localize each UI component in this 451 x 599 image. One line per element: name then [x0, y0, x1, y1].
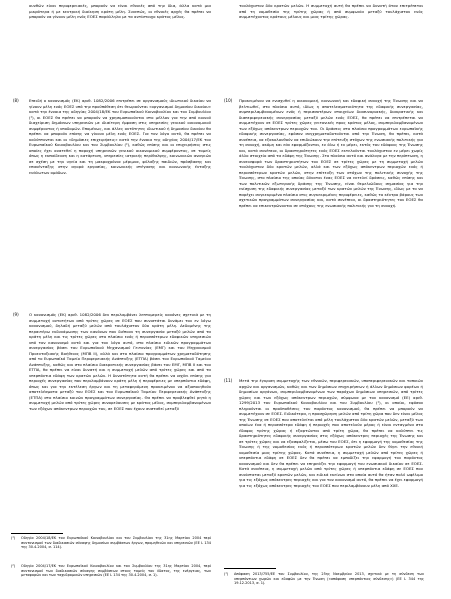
footnote-marker: (¹)	[224, 572, 229, 576]
recital-number-9: (9)	[13, 312, 19, 317]
recital-9-text: Ο κανονισμός (ΕΚ) αριθ. 1082/2006 δεν περιλαμβάνει λεπτομερείς κανόνες σχετικά με τη συμμετοχή οντοτήτων από τρίτες χώρες σε ΕΟΕΣ που συνιστάται δυνάμει του εν λόγω κανονισμού, δηλαδή μεταξύ μελών από τουλάχιστον δύο κράτη μέλη. Δεδομένης της περαιτέρω ενδυνάμωσης των κανόνων που διέπουν τη συνεργασία μεταξύ μελών από τα κράτη μέλη και τις τρίτες χώρες στο πλαίσιο ενός ή περισσότερων εδαφικών υπηρεσιών υπό τον κανονισμό αυτό και για τον λόγο αυτό, στο πλαίσιο ειδικών προγραμμάτων συνεργασίας βάσει του Ευρωπαϊκού Μηχανισμού Γειτονίας (ΕΜΓ) και του Μηχανισμού Προενταξιακής Βοήθειας (ΜΠΒ ΙΙ), αλλά και στο πλαίσιο προγραμμάτων χρηματοδότησης από το Ευρωπαϊκό Ταμείο Περιφερειακής Ανάπτυξης (ΕΤΠΑ) βάσει του Ευρωπαϊκού Ταμείου Ανάπτυξης, καθώς και στο πλαίσιο διακρατικής συνεργασίας βάσει του ΕΜΓ, ΜΠΒ ΙΙ και του ΕΤΠΑ, θα πρέπει να είναι δυνατή και η συμμετοχή μελών από τρίτες χώρες και από τα υπερπόντια εδάφη των κρατών μελών. Η δυνατότητα αυτή θα πρέπει να ισχύει επίσης για περιοχές συνεργασίας που περιλαμβάνουν κράτη μέλη ή περιφέρειες με υπερπόντια εδάφη, όπως και για την εκτέλεση έργων και τη μεταφερόμενη προκειμένου να αξιοποιηθούν αποτελέσματα μεταξύ του ΕΟΕΣ και του Ευρωπαϊκού Ταμείου Περιφερειακής Ανάπτυξης (ΕΤΠΑ) στο πλαίσιο κοινών προγραμμάτων συνεργασίας. Θα πρέπει να προβλεφθεί ρητά η συμμετοχή μελών από τρίτες χώρες συνορεύουσες με κράτος μέλος, συμπεριλαμβανομένων των εξόχων απόκεντρων περιοχών του, σε ΕΟΕΣ που έχουν συσταθεί μεταξύ	[29, 312, 211, 411]
recital-11	[239, 378, 423, 488]
recital-number-10: (10)	[224, 98, 233, 103]
recital-number-8: (8)	[13, 98, 19, 103]
right-intro-text: τουλάχιστον δύο κρατών μελών. Η συμμετοχή αυτή θα πρέπει να δυνατή όταν επιτρέπεται από τη νομοθεσία της τρίτης χώρας ή από συμφωνία μεταξύ τουλάχιστον ενός συμμετέχοντος κράτους μέλους και μιας τρίτης χώρας.	[239, 3, 423, 19]
footnote-marker: (²)	[11, 564, 16, 568]
footnote-marker: (¹)	[11, 536, 16, 540]
left-footnote-2	[11, 564, 211, 578]
left-footnote-separator	[11, 533, 63, 534]
recital-10-text: Προκειμένου να ενισχυθεί η οικονομική, κοινωνική και εδαφική συνοχή της Ένωσης και να βελτιωθεί, στο πλαίσιο αυτό, ιδίως η αποτελεσματικότητα της εδαφικής συνεργασίας, συμπεριλαμβανομένων ενός ή περισσοτέρων στοιχείων διασυνοριακής, διακρατικής και διαπεριφερειακής συνεργασίας μεταξύ μελών ενός ΕΟΕΣ, θα πρέπει να επιτρέπεται να συμμετέχουν σε ΕΟΕΣ τρίτες χώρες γειτονικές προς κράτος μέλος, συμπεριλαμβανομένων των εξόχως απόκεντρων περιοχών του. Οι δράσεις στο πλαίσιο προγραμμάτων ευρωπαϊκής εδαφικής συνεργασίας, εφόσον συγχρηματοδοτούνται από την Ένωση, θα πρέπει, κατά συνέπεια, να εξακολουθούν να επιδιώκουν την επίτευξη στόχων της ενωσιακής πολιτικής για τη συνοχή, ακόμη και εάν εφαρμόζονται, εν όλω ή εν μέρει, εκτός του εδάφους της Ένωσης και, κατά συνέπεια, οι δραστηριότητες ενός ΕΟΕΣ εκτελούνται τουλάχιστον εν μέρει χωρίς άλλο στοιχείο από τα εδάφη της Ένωσης. Στο πλαίσιο αυτό και ανάλογα με την περίπτωση, η συνεισφορά των δραστηριοτήτων του ΕΟΕΣ σε τρίτες χώρες με τη συμμετοχή μελών τουλάχιστον δύο κρατών μελών, αλλά και των εξόχως απόκεντρων περιοχών ενός ή περισσότερων κρατών μελών, στην επίτευξη των στόχων της πολιτικής συνοχής της Ένωσης, στο πλαίσιο της οποίας δύναται ένας ΕΟΕΣ να εκτελεί δράσεις, καθώς επίσης και των πολιτικών εξωτερικής δράσης της Ένωσης, είναι θεμελιώδους σημασίας για την ενίσχυση της εδαφικής συνεργασίας μεταξύ των κρατών μελών της Ένωσης, ιδίως με το να παρέχει συγκεκριμένο πλαίσιο στις συγκεκριμένες περιφέρειες, καθώς το κέντρο βάρους των σχετικών προγραμμάτων συνεργασίας και, κατά συνέπεια, οι δραστηριότητες του ΕΟΕΣ θα πρέπει να επικεντρώνονται σε στόχους της ενωσιακής πολιτικής για τη συνοχή.	[239, 98, 423, 208]
recital-9	[29, 312, 211, 411]
left-intro-paragraph	[29, 3, 211, 20]
recital-8-text: Επειδή ο κανονισμός (ΕΚ) αριθ. 1082/2006 επιτρέπει σε οργανισμούς ιδιωτικού δικαίου να γίνουν μέλη ενός ΕΟΕΣ υπό την προϋπόθεση ότι θεωρούνται «οργανισμοί δημοσίου δικαίου» κατά την έννοια της οδηγίας 2004/18/ΕΚ του Ευρωπαϊκού Κοινοβουλίου και του Συμβουλίου (¹), οι ΕΟΕΣ θα πρέπει να μπορούν να χρησιμοποιούνται στο μέλλον για την από κοινού διαχείριση δημόσιων υπηρεσιών με ιδιαίτερη έμφαση στις υπηρεσίες γενικού οικονομικού συμφέροντος ή υποδομών. Επομένως, και άλλες οντότητες ιδιωτικού ή δημοσίου δικαίου θα πρέπει να μπορούν επίσης να γίνουν μέλη ενός ΕΟΕΣ. Για τον λόγο αυτό, θα πρέπει να καλύπτονται και οι «δημόσιες επιχειρήσεις» κατά την έννοια της οδηγίας 2004/17/ΕΚ του Ευρωπαϊκού Κοινοβουλίου και του Συμβουλίου (²), καθώς επίσης και οι επιχειρήσεις στις οποίες έχει ανατεθεί η παροχή υπηρεσιών γενικού οικονομικού συμφέροντος, σε τομείς όπως η εκπαίδευση και η κατάρτιση, υπηρεσίες ιατρικής περίθαλψης, κοινωνικών αναγκών σε σχέση με την υγεία και τη μακροχρόνια μέριμνα, φύλαξης παιδιών, πρόσβασης και επανένταξης στην αγορά εργασίας, κοινωνικής στέγασης και κοινωνικής ένταξης ευάλωτων ομάδων.	[29, 98, 211, 175]
left-intro-text: ουνθών είναι περιφερειακές, μπορούν να είναι εθνικές από την ίδια, άλλα κατά μια μικρότερα ή με κεντρική διοίκηση κράτη μέλη. Συνεπώς, οι εθνικές αρχές θα πρέπει να μπορούν να γίνουν μέλη ενός ΕΟΕΣ παράλληλα με τα αντίστοιχο κράτος μέλος.	[29, 3, 211, 19]
recital-11-text: Μετά την έγκριση συμμετοχής των εθνικών, περιφερειακών, υποπεριφερειακών και τοπικών αρχών και οργανισμών, καθώς και των δημόσιων επιχειρήσεων ή άλλων δημόσιων φορέων ή δημοσίων οργάνων, συμπεριλαμβανομένων των παρόχων δημόσιων υπηρεσιών, από τρίτες χώρες και των εξόχως απόκεντρων περιοχών, σύμφωνα με τον κανονισμό (ΕΕ) αριθ. 1299/2013 του Ευρωπαϊκού Κοινοβουλίου και του Συμβουλίου (¹), οι οποίοι, εφόσον πληρούνται οι προϋποθέσεις του παρόντος κανονισμού, θα πρέπει να μπορούν να συμμετέχουν σε ΕΟΕΣ. Ειδικότερα, η προσχώρηση μελών από τρίτη χώρα που δεν είναι μέλος της Ένωσης σε ΕΟΕΣ που αποτελείται από μέλη τουλάχιστον δύο κρατών μελών, μεταξύ των οποίων ένα ή περισσότερα εδάφη ή περιοχές που αποτελούν μέρος ή είναι ενταγμένα στο έδαφος τρίτης χώρας ή εξαρτώνται από τρίτη χώρα, θα πρέπει να καλύπτει τις δραστηριότητες εδαφικής συνεργασίας στις εξόχως απόκεντρες περιοχές της Ένωσης και σε τρίτες χώρες και να εξασφαλίζεται, μέσω του ΕΟΕΣ, ότι η εφαρμογή της νομοθεσίας της Ένωσης ή της νομοθεσίας ενός ή περισσότερων κρατών μελών δεν θίγει την εθνική νομοθεσία μιας τρίτης χώρας. Κατά συνέπεια, η συμμετοχή μελών από τρίτες χώρες ή υπερπόντια εδάφη σε ΕΟΕΣ δεν θα πρέπει να εμποδίζει την εφαρμογή του παρόντος κανονισμού και δεν θα πρέπει να επηρεάζει την εφαρμογή του ενωσιακού δικαίου σε ΕΟΕΣ. Κατά συνέπεια, η συμμετοχή μελών από τρίτες χώρες ή υπερπόντια εδάφη σε ΕΟΕΣ που συνίσταται μεταξύ κρατών μελών, και ειδικά εκείνων στα οποία αυτό θα ήταν πολύ ωφέλιμο για τις εξόχως απόκεντρες περιοχές και για τον κανονισμό αυτό, θα πρέπει να έχει εφαρμογή για τις εξόχως απόκεντρες περιοχές του ΕΟΕΣ που περιλαμβάνουν μέλη από ΧΧΕ.	[239, 378, 423, 488]
right-footnote-separator	[224, 568, 276, 569]
footnote-text: Απόφαση 2013/755/ΕΕ του Συμβουλίου, της 25ης Νοεμβρίου 2013, σχετικά με τη σύνδεση των υπερπόντιων χωρών και εδαφών με την Ένωση («απόφαση υπερπόντιας σύνδεσης») (ΕΕ L 344 της 19.12.2013, σ. 1).	[234, 572, 424, 586]
footnote-text: Οδηγία 2004/17/ΕΚ του Ευρωπαϊκού Κοινοβουλίου και του Συμβουλίου της 31ης Μαρτίου 2004, περί συντονισμού των διαδικασιών σύναψης συμβάσεων στους τομείς του ύδατος, της ενέργειας, των μεταφορών και των ταχυδρομικών υπηρεσιών (ΕΕ L 134 της 30.4.2004, σ. 1).	[21, 564, 211, 578]
recital-10	[239, 98, 423, 208]
recital-number-11: (11)	[224, 378, 233, 383]
recital-8	[29, 98, 211, 175]
left-footnote-1	[11, 536, 211, 550]
footnote-text: Οδηγία 2004/18/ΕΚ του Ευρωπαϊκού Κοινοβουλίου και του Συμβουλίου της 31ης Μαρτίου 2004 περί συντονισμού των διαδικασιών σύναψης δημοσίων συμβάσεων έργων, προμηθειών και υπηρεσιών (ΕΕ L 134 της 30.4.2004, σ. 114).	[21, 536, 211, 550]
right-footnote-1	[224, 572, 424, 586]
right-intro-paragraph	[239, 3, 423, 20]
